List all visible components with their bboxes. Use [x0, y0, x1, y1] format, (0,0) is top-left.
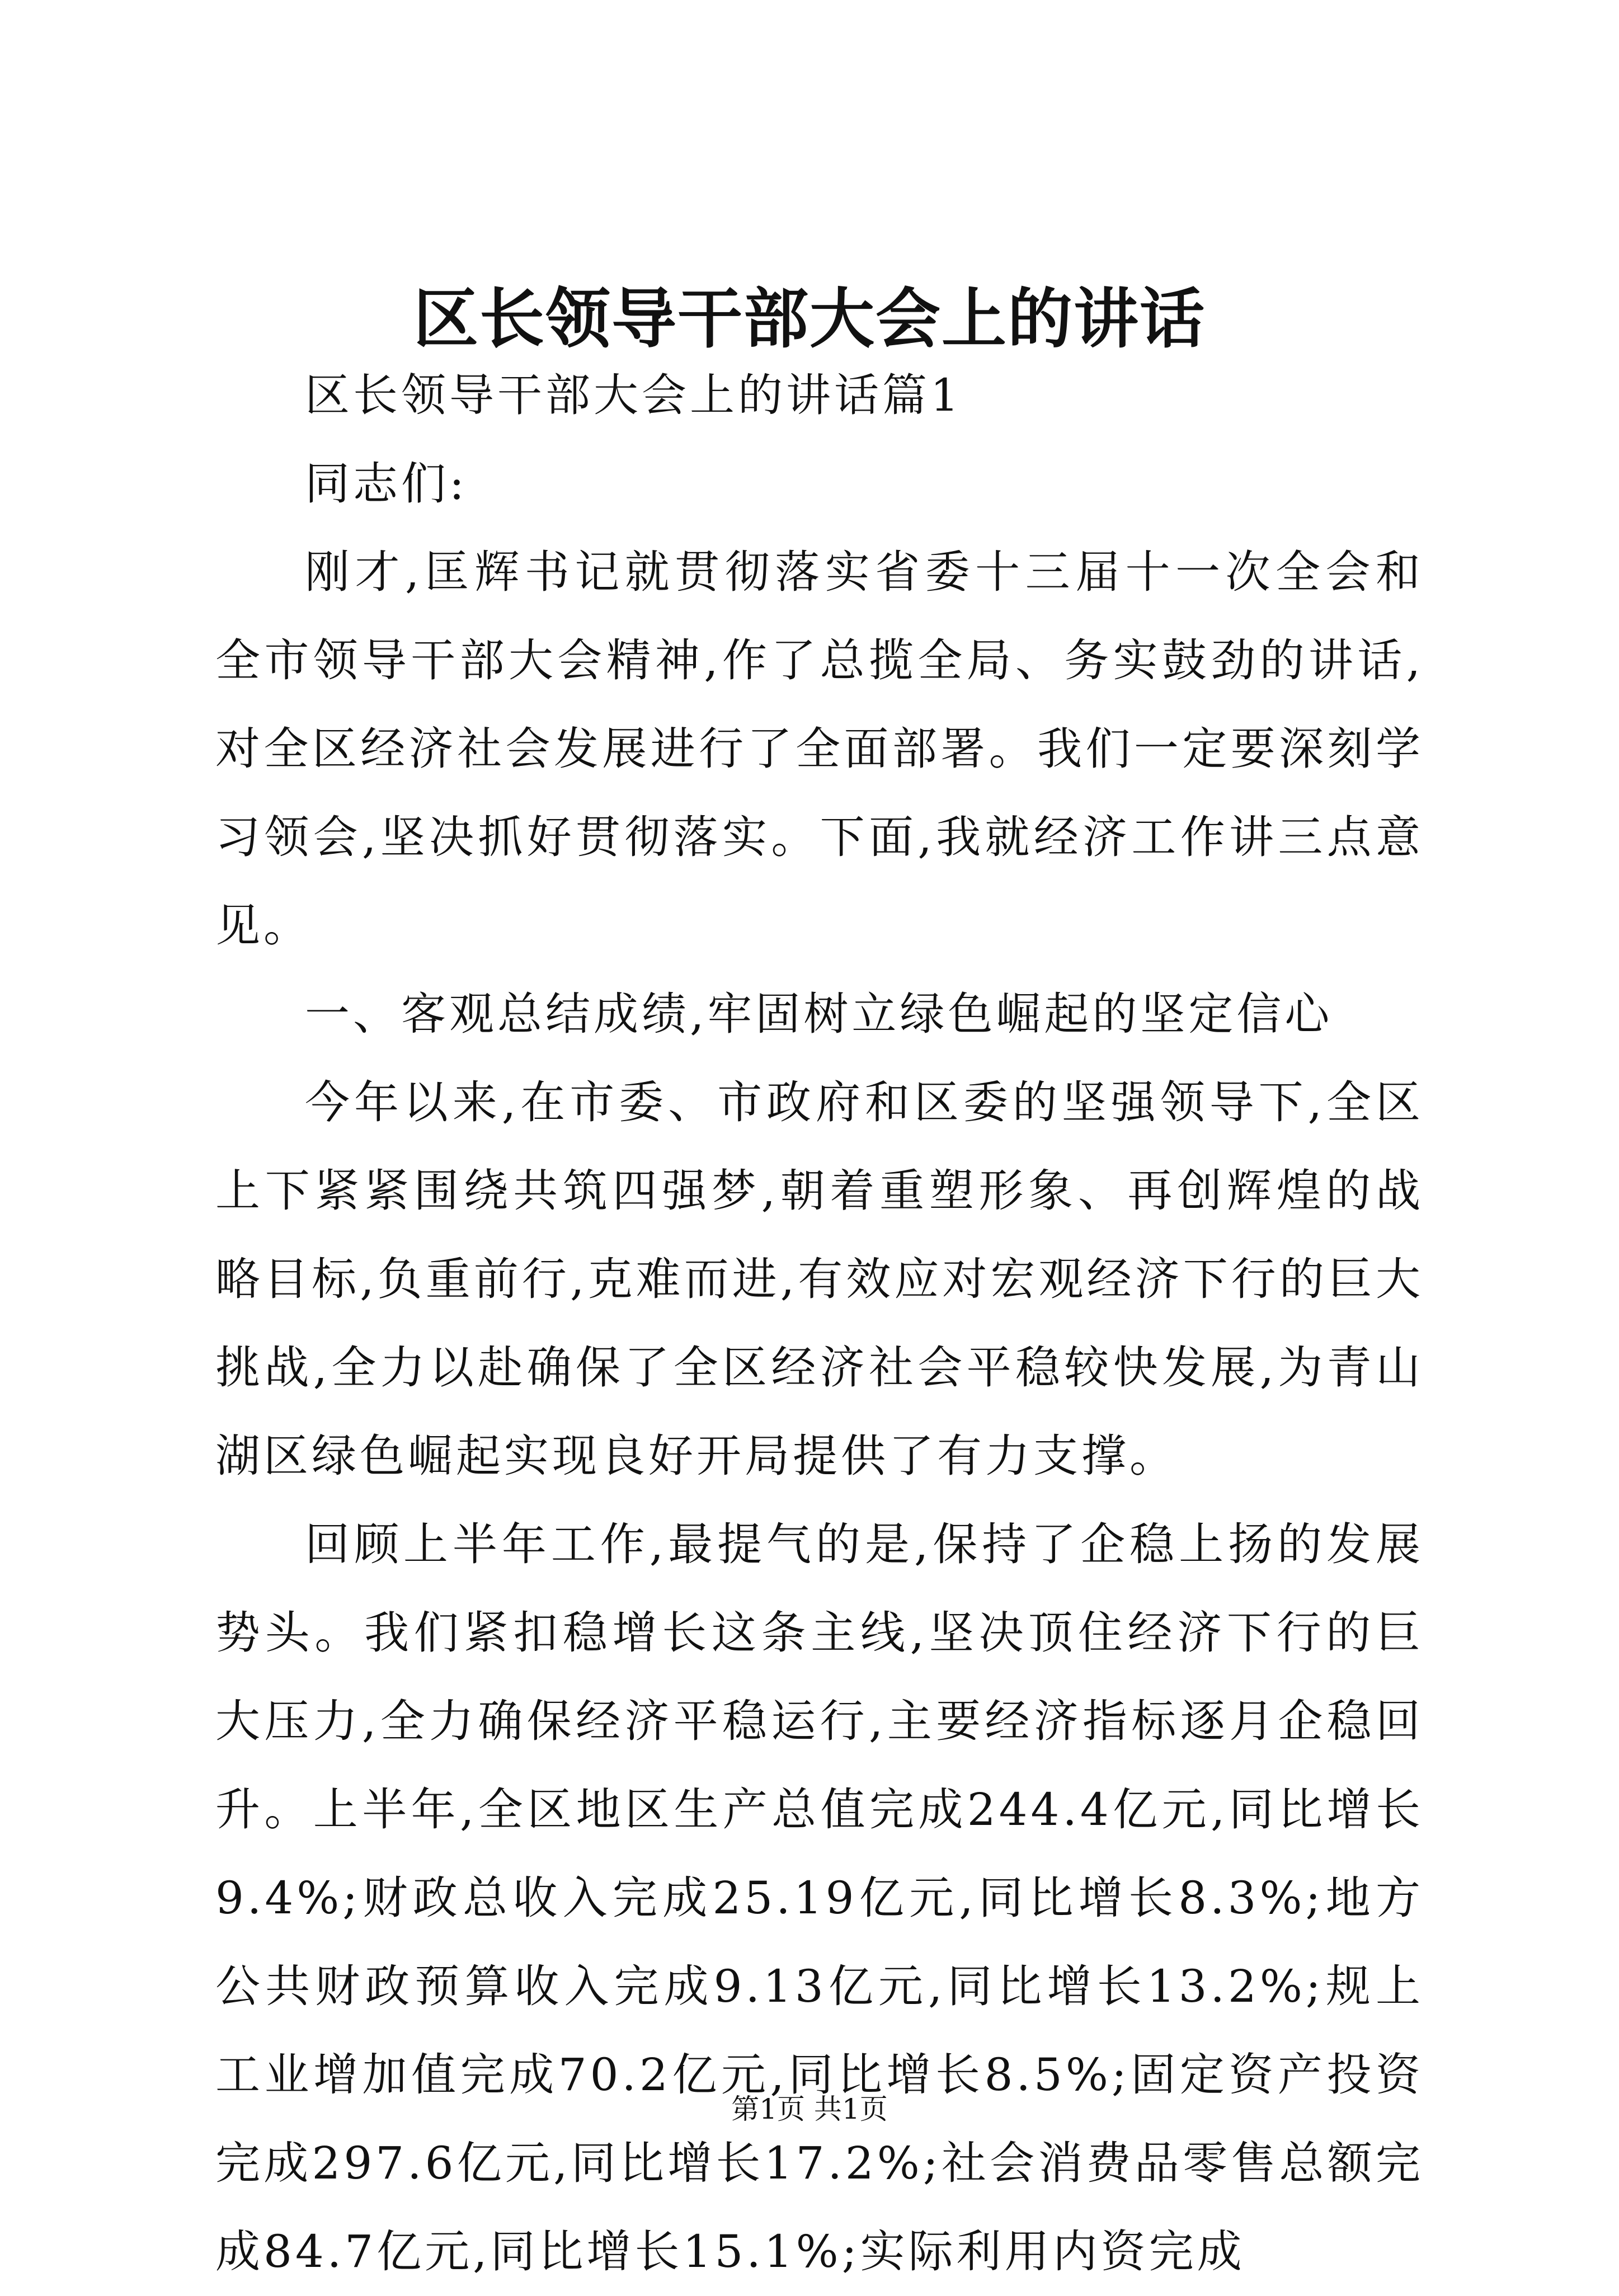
- document-title: 区长领导干部大会上的讲话: [413, 281, 1206, 357]
- salutation: 同志们:: [305, 458, 468, 510]
- section-heading: 一、客观总结成绩,牢固树立绿色崛起的坚定信心: [305, 988, 1333, 1040]
- body-paragraph: 刚才,匡辉书记就贯彻落实省委十三届十一次全会和全市领导干部大会精神,作了总揽全局、务实鼓劲的讲话,对全区经济社会发展进行了全面部署。我们一定要深刻学习领会,坚决抓好贯彻落实。下面,我就经济工作讲三点意见。: [215, 546, 1424, 952]
- body-paragraph: 回顾上半年工作,最提气的是,保持了企稳上扬的发展势头。我们紧扣稳增长这条主线,坚决顶住经济下行的巨大压力,全力确保经济平稳运行,主要经济指标逐月企稳回升。上半年,全区地区生产总值完成244.4亿元,同比增长9.4%;财政总收入完成25.19亿元,同比增长8.3%;地方公共财政预算收入完成9.13亿元,同比增长13.2%;规上工业增加值完成70.2亿元,同比增长8.5%;固定资产投资完成297.6亿元,同比增长17.2%;社会消费品零售总额完成84.7亿元,同比增长15.1%;实际利用内资完成: [215, 1518, 1424, 2278]
- document-body: [215, 351, 1424, 2296]
- section-heading: 区长领导干部大会上的讲话篇1: [305, 369, 962, 421]
- page-number-footer: 第1页 共1页: [731, 2093, 888, 2125]
- body-paragraph: 今年以来,在市委、市政府和区委的坚强领导下,全区上下紧紧围绕共筑四强梦,朝着重塑形象、再创辉煌的战略目标,负重前行,克难而进,有效应对宏观经济下行的巨大挑战,全力以赴确保了全区经济社会平稳较快发展,为青山湖区绿色崛起实现良好开局提供了有力支撑。: [215, 1076, 1424, 1482]
